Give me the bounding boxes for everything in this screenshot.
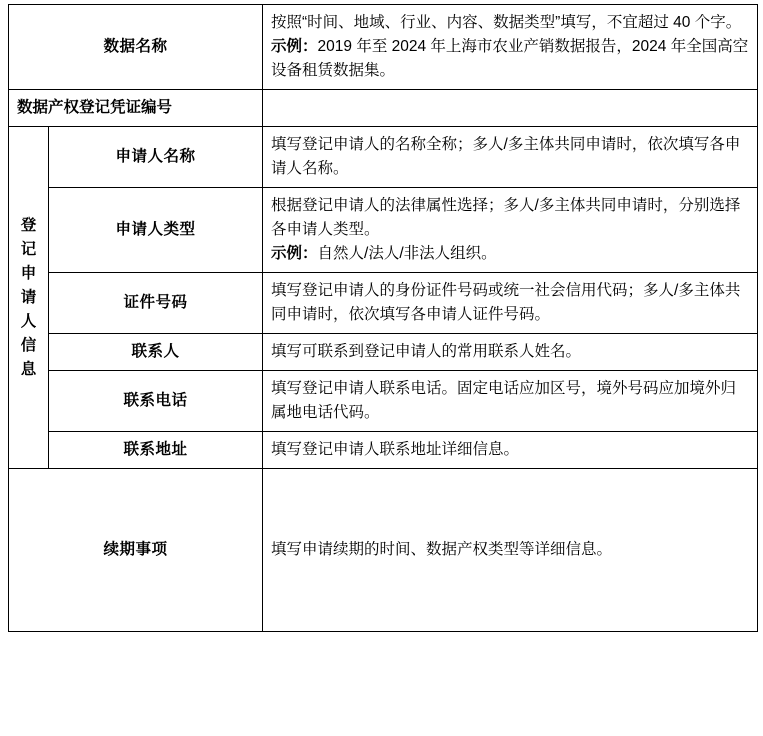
row-desc-contact-address: 填写登记申请人联系地址详细信息。 <box>263 432 758 469</box>
table-row-data-name <box>9 5 758 90</box>
row-label-id-number: 证件号码 <box>49 273 263 334</box>
data-name-example <box>271 35 749 83</box>
table-row-contact-person <box>9 334 758 371</box>
table-row-id-number <box>9 273 758 334</box>
applicant-type-rule-text: 根据登记申请人的法律属性选择；多人/多主体共同申请时，分别选择各申请人类型。 <box>271 197 741 239</box>
table-row-applicant-type <box>9 188 758 273</box>
row-label-contact-address: 联系地址 <box>49 432 263 469</box>
row-desc-contact-phone: 填写登记申请人联系电话。固定电话应加区号，境外号码应加境外归属地电话代码。 <box>263 371 758 432</box>
row-label-contact-phone: 联系电话 <box>49 371 263 432</box>
table-row-contact-phone <box>9 371 758 432</box>
example-tag: 示例： <box>271 245 318 263</box>
row-desc-contact-person: 填写可联系到登记申请人的常用联系人姓名。 <box>263 334 758 371</box>
row-desc-applicant-name: 填写登记申请人的名称全称；多人/多主体共同申请时，依次填写各申请人名称。 <box>263 127 758 188</box>
row-desc-id-number: 填写登记申请人的身份证件号码或统一社会信用代码；多人/多主体共同申请时，依次填写各申请人证件号码。 <box>263 273 758 334</box>
example-text: 自然人/法人/非法人组织。 <box>317 245 497 263</box>
row-label-renewal: 续期事项 <box>9 469 263 632</box>
row-label-applicant-type: 申请人类型 <box>49 188 263 273</box>
table-row-contact-address <box>9 432 758 469</box>
row-desc-data-name <box>263 5 758 90</box>
data-name-rule-text: 按照“时间、地域、行业、内容、数据类型”填写，不宜超过 40 个字。 <box>271 14 742 31</box>
row-desc-renewal: 填写申请续期的时间、数据产权类型等详细信息。 <box>263 469 758 632</box>
certificate-number-value[interactable] <box>263 90 758 127</box>
example-tag: 示例： <box>271 38 318 56</box>
example-text: 2019 年至 2024 年上海市农业产销数据报告，2024 年全国高空设备租赁数据集。 <box>271 38 749 80</box>
row-label-applicant-info: 登记申请人信息 <box>9 127 49 469</box>
row-label-certificate-number: 数据产权登记凭证编号 <box>9 90 263 127</box>
applicant-type-example <box>271 242 749 266</box>
row-label-data-name: 数据名称 <box>9 5 263 90</box>
table-row-renewal <box>9 469 758 632</box>
table-row-applicant-name <box>9 127 758 188</box>
form-table <box>8 4 758 632</box>
row-label-contact-person: 联系人 <box>49 334 263 371</box>
table-row-certificate-number <box>9 90 758 127</box>
row-label-applicant-name: 申请人名称 <box>49 127 263 188</box>
row-desc-applicant-type <box>263 188 758 273</box>
